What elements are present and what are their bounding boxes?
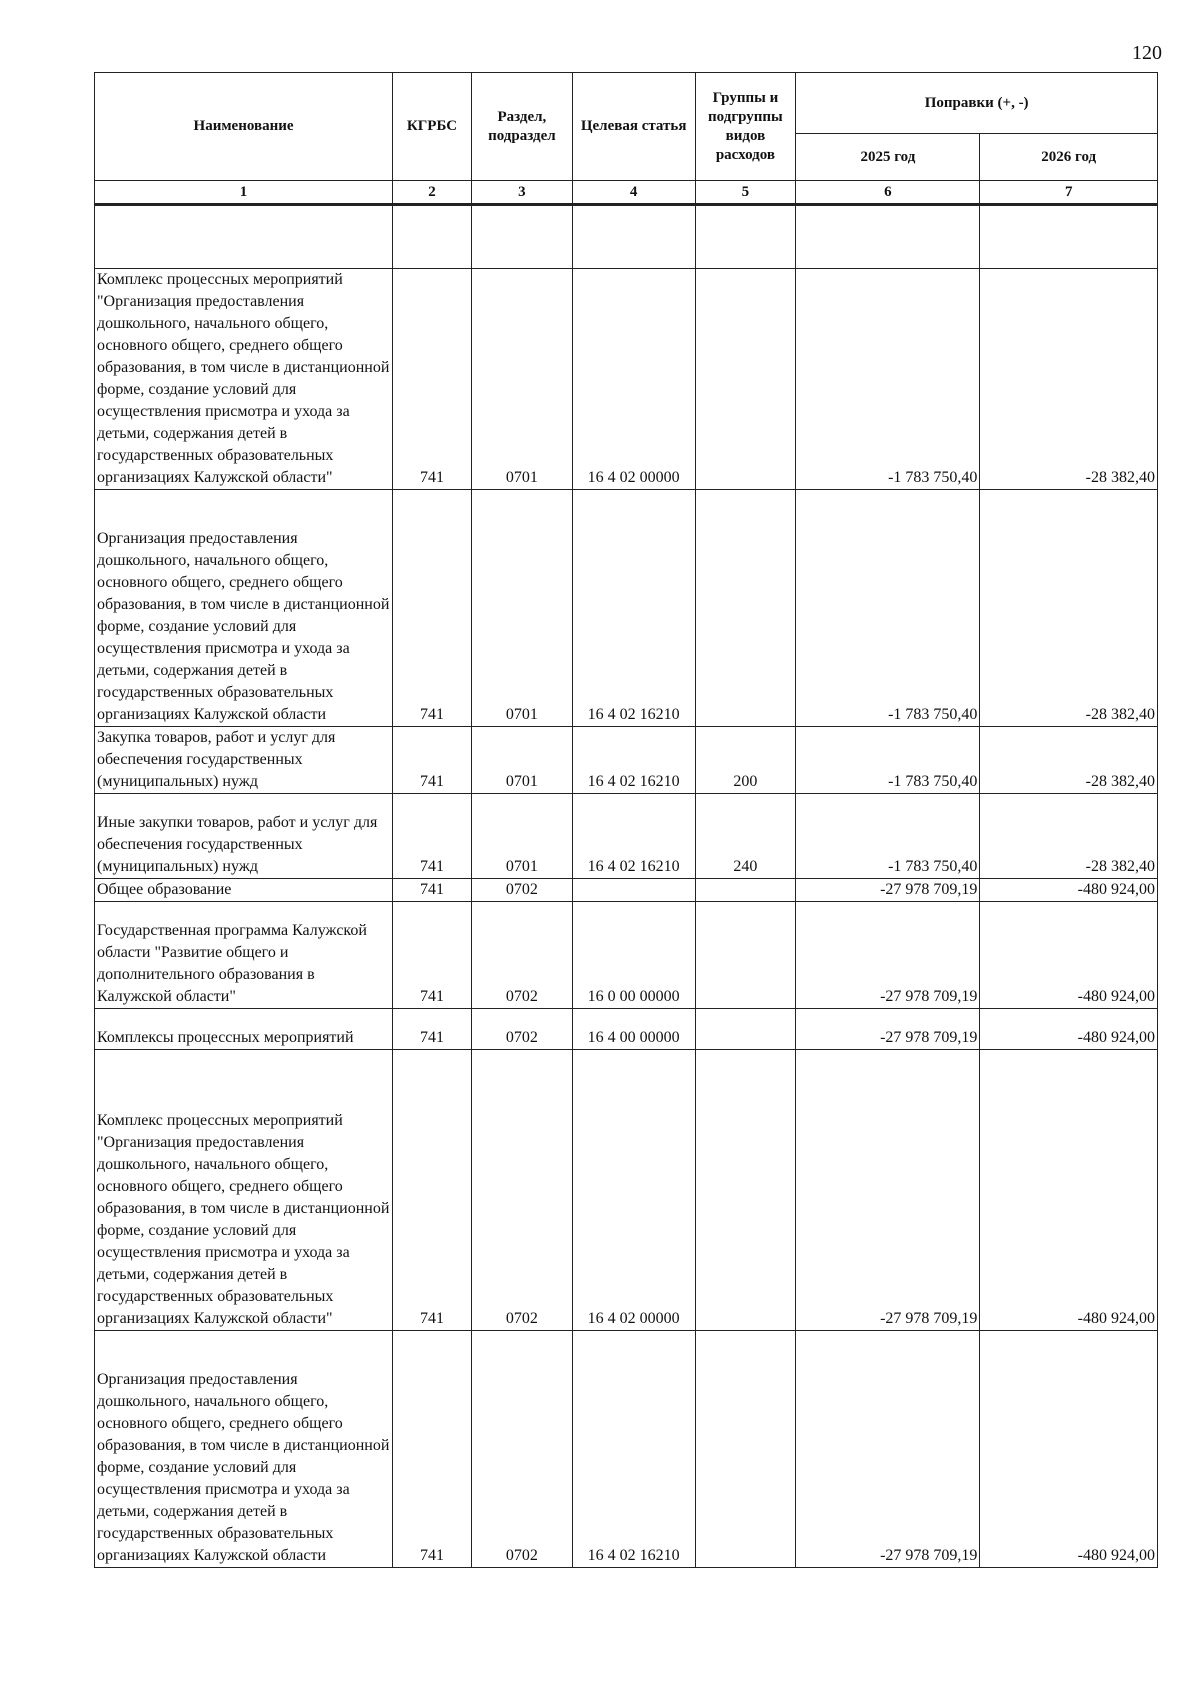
table-row [95,1050,1158,1331]
row-target [572,879,695,902]
row-section: 0702 [471,1009,572,1050]
row-target: 16 4 02 00000 [572,269,695,490]
row-kgrbs: 741 [393,879,472,902]
row-2026: -28 382,40 [980,269,1158,490]
row-target: 16 0 00 00000 [572,902,695,1009]
table-row [95,269,1158,490]
col-number-1: 1 [95,181,393,205]
row-name: Комплекс процессных мероприятий "Организация предоставления дошкольного, начального общего, основного общего, среднего общего образования, в том числе в дистанционной форме, создание условий для осуществления присмотра и ухода за детьми, содержания детей в государственных образовательных организациях Калужской области" [95,269,393,490]
row-section: 0701 [471,794,572,879]
header-section: Раздел, подраздел [471,73,572,181]
row-2026: -480 924,00 [980,1331,1158,1568]
row-section: 0702 [471,1050,572,1331]
col-number-4: 4 [572,181,695,205]
row-group [695,490,796,727]
row-2026: -28 382,40 [980,794,1158,879]
row-2025: -1 783 750,40 [796,490,980,727]
header-amendments: Поправки (+, -) [796,73,1158,134]
row-name: Организация предоставления дошкольного, начального общего, основного общего, среднего общего образования, в том числе в дистанционной форме, создание условий для осуществления присмотра и ухода за детьми, содержания детей в государственных образовательных организациях Калужской области [95,1331,393,1568]
row-2025: -1 783 750,40 [796,727,980,794]
row-target: 16 4 02 16210 [572,1331,695,1568]
row-kgrbs: 741 [393,490,472,727]
row-name: Организация предоставления дошкольного, начального общего, основного общего, среднего общего образования, в том числе в дистанционной форме, создание условий для осуществления присмотра и ухода за детьми, содержания детей в государственных образовательных организациях Калужской области [95,490,393,727]
row-2026: -480 924,00 [980,1050,1158,1331]
row-2026: -28 382,40 [980,490,1158,727]
header-kgrbs: КГРБС [393,73,472,181]
row-group [695,1009,796,1050]
row-2026: -480 924,00 [980,902,1158,1009]
row-kgrbs: 741 [393,1009,472,1050]
row-2025: -27 978 709,19 [796,1050,980,1331]
row-2025: -27 978 709,19 [796,879,980,902]
row-2025: -1 783 750,40 [796,794,980,879]
row-group: 200 [695,727,796,794]
col-number-2: 2 [393,181,472,205]
row-target: 16 4 02 16210 [572,794,695,879]
row-kgrbs: 741 [393,1331,472,1568]
row-target: 16 4 02 16210 [572,490,695,727]
col-number-3: 3 [471,181,572,205]
row-kgrbs: 741 [393,794,472,879]
header-groups: Группы и подгруппы видов расходов [695,73,796,181]
row-section: 0701 [471,269,572,490]
row-group [695,879,796,902]
row-group [695,269,796,490]
row-section: 0701 [471,490,572,727]
row-group: 240 [695,794,796,879]
row-group [695,1050,796,1331]
row-kgrbs: 741 [393,902,472,1009]
row-group [695,1331,796,1568]
row-name: Общее образование [95,879,393,902]
row-group [695,902,796,1009]
row-2026: -480 924,00 [980,1009,1158,1050]
col-number-5: 5 [695,181,796,205]
header-name: Наименование [95,73,393,181]
row-kgrbs: 741 [393,1050,472,1331]
row-2026: -480 924,00 [980,879,1158,902]
row-section: 0702 [471,902,572,1009]
budget-amendments-table [94,72,1158,1568]
row-section: 0702 [471,879,572,902]
row-target: 16 4 02 16210 [572,727,695,794]
table-row [95,794,1158,879]
row-2025: -27 978 709,19 [796,902,980,1009]
row-name: Государственная программа Калужской области "Развитие общего и дополнительного образования в Калужской области" [95,902,393,1009]
row-kgrbs: 741 [393,269,472,490]
spacer-row [95,205,1158,269]
col-number-7: 7 [980,181,1158,205]
page-number: 120 [1132,42,1162,64]
row-name: Комплекс процессных мероприятий "Организация предоставления дошкольного, начального общего, основного общего, среднего общего образования, в том числе в дистанционной форме, создание условий для осуществления присмотра и ухода за детьми, содержания детей в государственных образовательных организациях Калужской области" [95,1050,393,1331]
header-target: Целевая статья [572,73,695,181]
row-section: 0702 [471,1331,572,1568]
row-section: 0701 [471,727,572,794]
table-row [95,902,1158,1009]
table-row [95,727,1158,794]
header-year-2025: 2025 год [796,134,980,181]
row-name: Комплексы процессных мероприятий [95,1009,393,1050]
table-row [95,1331,1158,1568]
row-target: 16 4 02 00000 [572,1050,695,1331]
row-name: Закупка товаров, работ и услуг для обеспечения государственных (муниципальных) нужд [95,727,393,794]
row-2025: -27 978 709,19 [796,1009,980,1050]
col-number-6: 6 [796,181,980,205]
row-2025: -1 783 750,40 [796,269,980,490]
table-row [95,879,1158,902]
row-kgrbs: 741 [393,727,472,794]
row-2025: -27 978 709,19 [796,1331,980,1568]
row-target: 16 4 00 00000 [572,1009,695,1050]
table-row [95,490,1158,727]
row-2026: -28 382,40 [980,727,1158,794]
row-name: Иные закупки товаров, работ и услуг для обеспечения государственных (муниципальных) нужд [95,794,393,879]
header-year-2026: 2026 год [980,134,1158,181]
table-row [95,1009,1158,1050]
